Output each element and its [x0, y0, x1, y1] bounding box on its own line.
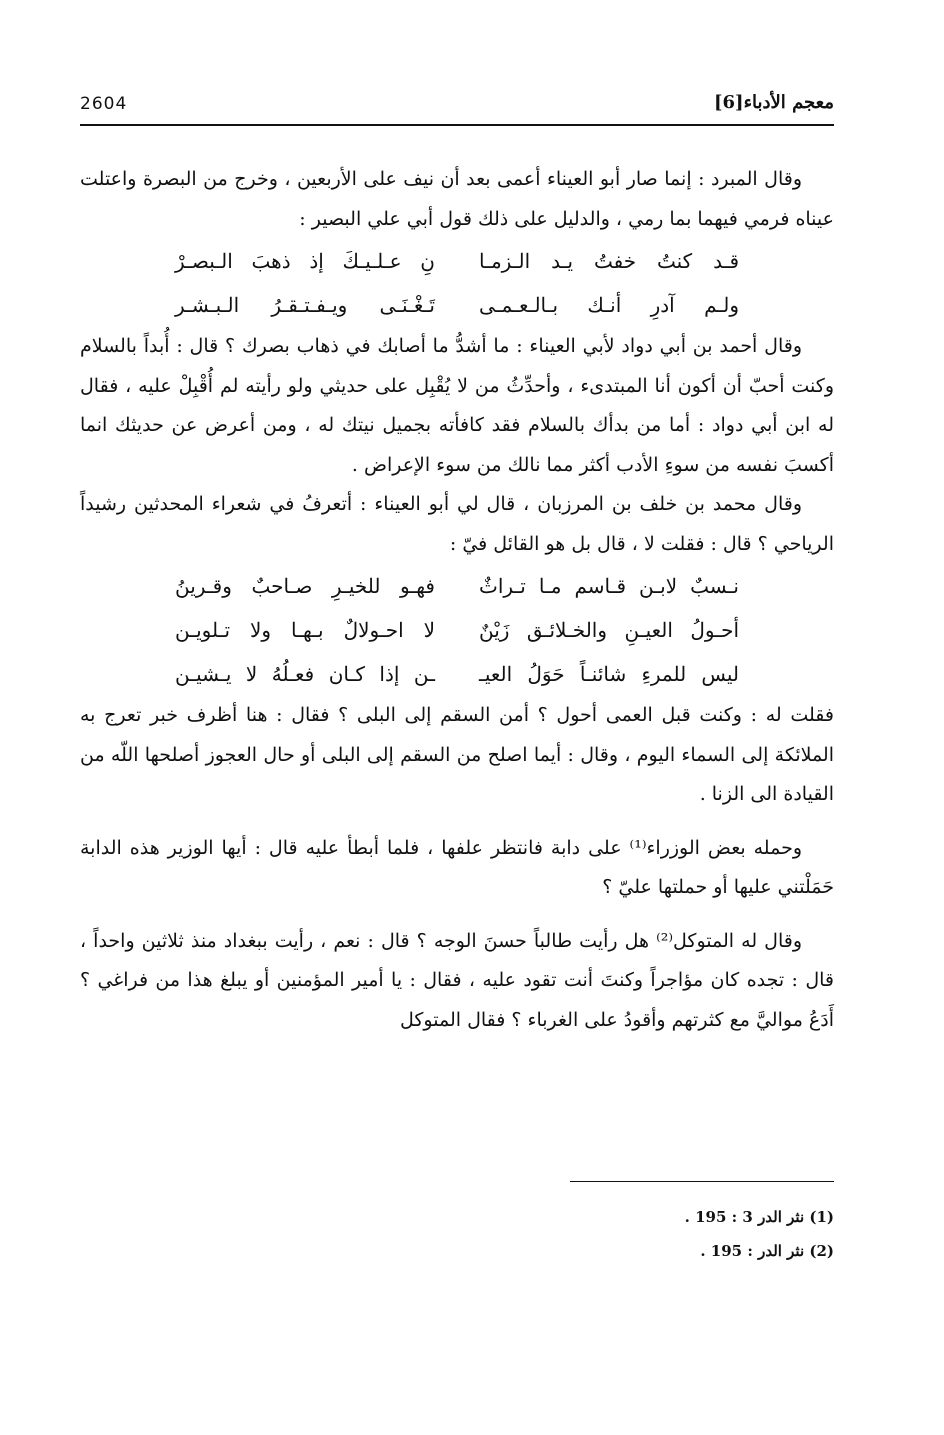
- verse-hemistich-first: أحـولُ العيـنِ والخـلائـق زَيْنٌ: [479, 618, 739, 642]
- verse-line: [80, 239, 834, 283]
- paragraph-3: وقال محمد بن خلف بن المرزبان ، قال لي أبو العيناء : أتعرفُ في شعراء المحدثين رشيداً الرياحي ؟ قال : فقلت لا ، قال بل هو القائل فيّ :: [80, 493, 834, 555]
- verse-hemistich-first: قـد كنتُ خفتُ يـد الـزمـا: [479, 249, 739, 273]
- verse-hemistich-first: نـسبٌ لابـن قـاسم مـا تـراثٌ: [479, 574, 739, 598]
- paragraph-2: وقال أحمد بن أبي دواد لأبي العيناء : ما أشدُّ ما أصابك في ذهاب بصرك ؟ قال : أُبداً بالسلام وكنت أحبّ أن أكون أنا المبتدىء ، وأحدِّثُ من لا يُقْبِل على حديثي ولو رأيته لم أُقْبِلْ عليه ، فقال له ابن أبي دواد : أما من بدأك بالسلام فقد كافأته بجميل نيتك له ، ومن أعرض عن حديثك انما أكسبَ نفسه من سوءِ الأدب أكثر مما نالك من سوء الإعراض .: [80, 335, 834, 476]
- verse-hemistich-second: نِ عـلـيـكَ إذ ذهبَ الـبصـرْ: [175, 249, 435, 273]
- body-text: [80, 160, 834, 1040]
- footnote-1: (1) نثر الدر 3 : 195 .: [684, 1208, 834, 1226]
- footnote-rule: [570, 1181, 834, 1182]
- verse-hemistich-second: فهـو للخيـرِ صـاحبٌ وقـرينُ: [175, 574, 435, 598]
- verse-line: [80, 283, 834, 327]
- running-title: معجم الأدباء[6]: [713, 92, 834, 113]
- verse-line: [80, 652, 834, 696]
- verse-hemistich-second: لا احـولالٌ بـهـا ولا تـلويـن: [175, 618, 435, 642]
- paragraph-6: وقال له المتوكل⁽²⁾ هل رأيت طالباً حسنَ الوجه ؟ قال : نعم ، رأيت ببغداد منذ ثلاثين واحداً ، قال : تجده كان مؤاجراً وكنتَ أنت تقود عليه ، فقال : يا أمير المؤمنين أو يبلغ هذا من فراغي ؟ أَدَعُ مواليَّ مع كثرتهم وأقودُ على الغرباء ؟ فقال المتوكل: [80, 929, 834, 1031]
- verse-line: [80, 608, 834, 652]
- page-number: 2604: [80, 94, 128, 114]
- footnotes: [80, 1200, 834, 1268]
- verse-hemistich-second: ـن إذا كـان فعـلُهُ لا يـشيـن: [175, 662, 435, 686]
- page-header: [80, 90, 834, 126]
- footnote-2: (2) نثر الدر : 195 .: [700, 1242, 834, 1260]
- verse-hemistich-second: تَـغْـنَـى ويـفـتـقـرُ الـبـشـر: [175, 293, 435, 317]
- verse-line: [80, 564, 834, 608]
- paragraph-1: وقال المبرد : إنما صار أبو العيناء أعمى بعد أن نيف على الأربعين ، وخرج من البصرة واعتلت عيناه فرمي فيهما بما رمي ، والدليل على ذلك قول أبي علي البصير :: [80, 168, 834, 230]
- paragraph-5: وحمله بعض الوزراء⁽¹⁾ على دابة فانتظر علفها ، فلما أبطأ عليه قال : أيها الوزير هذه الدابة حَمَلْتني عليها أو حملتها عليّ ؟: [80, 836, 834, 898]
- verse-hemistich-first: ليس للمرءِ شائنـاً حَوَلُ العيـ: [479, 662, 739, 686]
- paragraph-4: فقلت له : وكنت قبل العمى أحول ؟ أمن السقم إلى البلى ؟ فقال : هنا أظرف خبر تعرج به الملائكة إلى السماء اليوم ، وقال : أيما اصلح من السقم إلى البلى أو حال العجوز أصلحها اللّه من القيادة الى الزنا .: [80, 704, 834, 805]
- verse-hemistich-first: ولـم آدرِ أنـك بـالـعـمـى: [479, 293, 739, 317]
- header-rule: [80, 124, 834, 126]
